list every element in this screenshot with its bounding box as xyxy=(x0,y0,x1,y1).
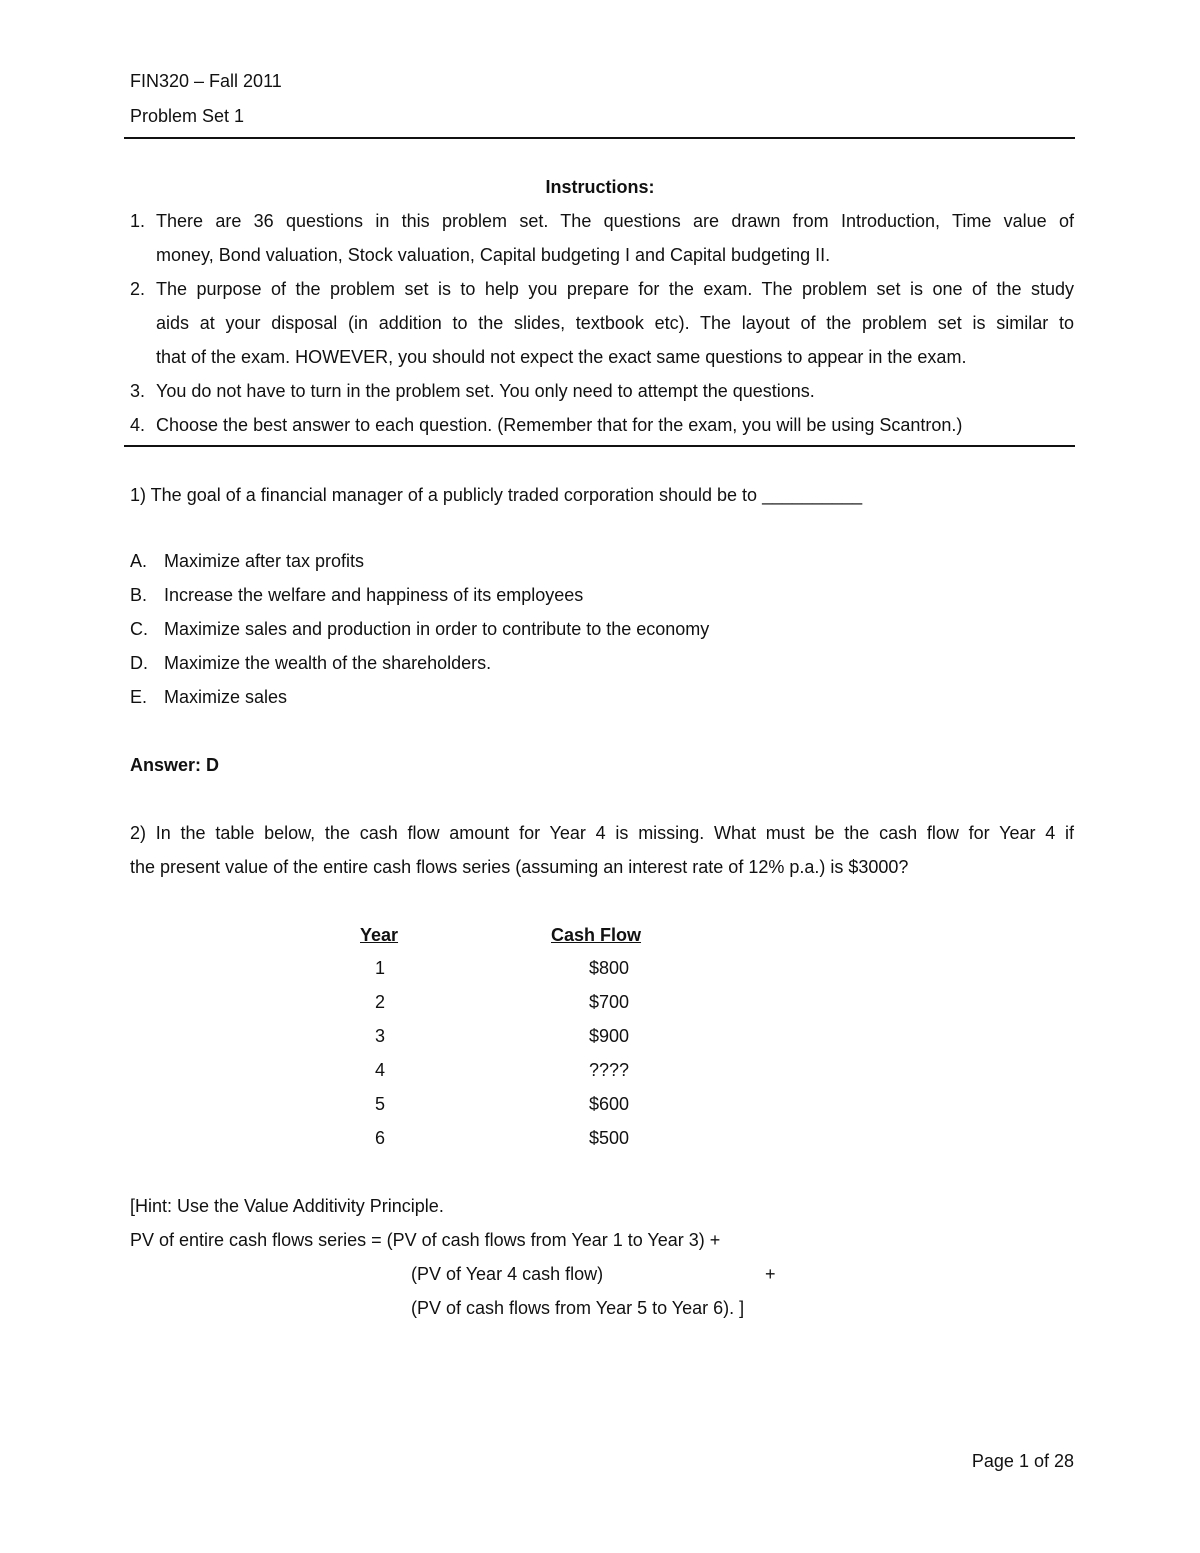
instruction-2-number: 2. xyxy=(130,279,146,299)
header-divider xyxy=(124,137,1075,139)
table-cell-cash-flow: $700 xyxy=(588,992,630,1012)
table-cell-cash-flow: ???? xyxy=(588,1060,630,1080)
hint-line-3: (PV of Year 4 cash flow) xyxy=(411,1264,604,1284)
question-2-line-1: 2) In the table below, the cash flow amount for Year 4 is missing. What must be the cash flow for Year 4 if xyxy=(130,823,1074,843)
option-e-text: Maximize sales xyxy=(164,687,288,707)
table-cell-year: 5 xyxy=(374,1094,385,1114)
option-a-letter: A. xyxy=(130,551,148,571)
question-1-text: 1) The goal of a financial manager of a publicly traded corporation should be to __________ xyxy=(130,485,863,505)
hint-line-2: PV of entire cash flows series = (PV of cash flows from Year 1 to Year 3) + xyxy=(130,1230,721,1250)
table-cell-year: 3 xyxy=(374,1026,385,1046)
option-b-text: Increase the welfare and happiness of its employees xyxy=(164,585,584,605)
option-a-text: Maximize after tax profits xyxy=(164,551,365,571)
hint-line-3-plus: + xyxy=(765,1264,776,1284)
question-2-line-2: the present value of the entire cash flows series (assuming an interest rate of 12% p.a.) is $3000? xyxy=(130,857,909,877)
table-cell-cash-flow: $900 xyxy=(588,1026,630,1046)
instruction-1-line-1: There are 36 questions in this problem set. The questions are drawn from Introduction, Time value of xyxy=(156,211,1074,231)
instruction-4-line-1: Choose the best answer to each question. (Remember that for the exam, you will be using Scantron.) xyxy=(156,415,963,435)
table-cell-cash-flow: $500 xyxy=(588,1128,630,1148)
option-e-letter: E. xyxy=(130,687,148,707)
instruction-2-line-3: that of the exam. HOWEVER, you should not expect the exact same questions to appear in the exam. xyxy=(156,347,967,367)
table-cell-year: 2 xyxy=(374,992,385,1012)
instructions-title: Instructions: xyxy=(545,177,655,197)
instruction-2-line-1: The purpose of the problem set is to help you prepare for the exam. The problem set is one of the study xyxy=(156,279,1074,299)
instructions-divider xyxy=(124,445,1075,447)
table-cell-year: 6 xyxy=(374,1128,385,1148)
option-b-letter: B. xyxy=(130,585,148,605)
option-c-text: Maximize sales and production in order to contribute to the economy xyxy=(164,619,710,639)
table-header-year: Year xyxy=(360,925,399,945)
course-header: FIN320 – Fall 2011 xyxy=(130,71,282,91)
option-c-letter: C. xyxy=(130,619,148,639)
table-cell-cash-flow: $600 xyxy=(588,1094,630,1114)
table-cell-cash-flow: $800 xyxy=(588,958,630,978)
instruction-1-line-2: money, Bond valuation, Stock valuation, Capital budgeting I and Capital budgeting II. xyxy=(156,245,831,265)
table-cell-year: 4 xyxy=(374,1060,385,1080)
table-header-cash-flow: Cash Flow xyxy=(551,925,642,945)
table-cell-year: 1 xyxy=(374,958,385,978)
instruction-2-line-2: aids at your disposal (in addition to the slides, textbook etc). The layout of the problem set is similar to xyxy=(156,313,1074,333)
question-1-answer: Answer: D xyxy=(130,755,220,775)
instruction-4-number: 4. xyxy=(130,415,146,435)
page-number: Page 1 of 28 xyxy=(971,1451,1074,1471)
option-d-text: Maximize the wealth of the shareholders. xyxy=(164,653,492,673)
instruction-3-number: 3. xyxy=(130,381,146,401)
instruction-1-number: 1. xyxy=(130,211,146,231)
problem-set-title: Problem Set 1 xyxy=(130,106,245,126)
option-d-letter: D. xyxy=(130,653,148,673)
instruction-3-line-1: You do not have to turn in the problem set. You only need to attempt the questions. xyxy=(156,381,815,401)
hint-line-4: (PV of cash flows from Year 5 to Year 6). ] xyxy=(411,1298,745,1318)
hint-line-1: [Hint: Use the Value Additivity Principle. xyxy=(130,1196,444,1216)
